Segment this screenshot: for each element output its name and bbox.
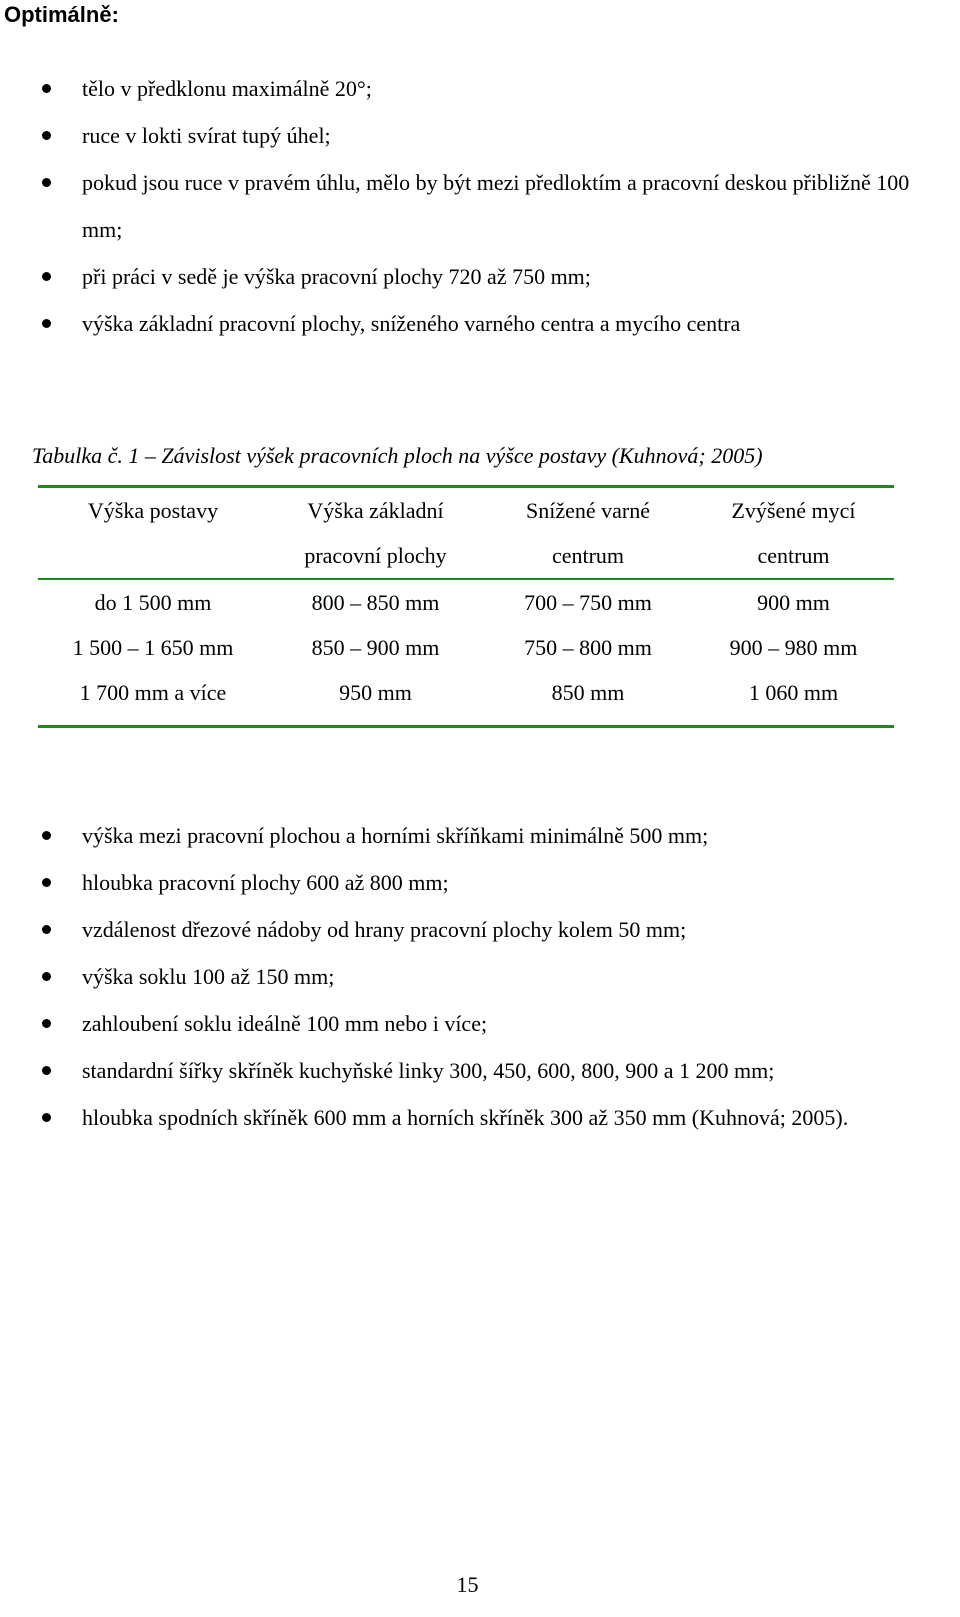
recommendations-list-bottom	[0, 812, 960, 1141]
list-item-text: standardní šířky skříněk kuchyňské linky 300, 450, 600, 800, 900 a 1 200 mm;	[82, 1058, 775, 1083]
header-base-worktop	[268, 488, 483, 578]
bullet-icon	[42, 178, 51, 187]
list-item-text: hloubka pracovní plochy 600 až 800 mm;	[82, 870, 449, 895]
table-header-row	[38, 488, 894, 578]
table-cell: 700 – 750 mm	[524, 590, 652, 615]
list-item-text: hloubka spodních skříněk 600 mm a horních skříněk 300 až 350 mm (Kuhnová; 2005).	[82, 1105, 849, 1130]
bullet-icon	[42, 131, 51, 140]
table-caption: Tabulka č. 1 – Závislost výšek pracovních ploch na výšce postavy (Kuhnová; 2005)	[32, 443, 763, 468]
table-cell: 1 700 mm a více	[79, 680, 227, 705]
table-cell: do 1 500 mm	[94, 590, 212, 615]
bullet-icon	[42, 1066, 51, 1075]
header-line: centrum	[551, 543, 625, 568]
bullet-icon	[42, 319, 51, 328]
table-cell: 1 060 mm	[748, 680, 839, 705]
list-item-text: tělo v předklonu maximálně 20°;	[82, 76, 372, 101]
header-line: Zvýšené mycí	[731, 498, 856, 523]
list-item	[0, 859, 960, 906]
list-item-text: zahloubení soklu ideálně 100 mm nebo i více;	[82, 1011, 488, 1036]
table-row	[38, 670, 894, 715]
table-cell: 750 – 800 mm	[524, 635, 652, 660]
list-item	[0, 812, 960, 859]
list-item	[0, 1094, 960, 1141]
table-cell: 850 – 900 mm	[311, 635, 440, 660]
header-lowered-cooking	[483, 488, 693, 578]
bullet-icon	[42, 1113, 51, 1122]
list-item-text: výška mezi pracovní plochou a horními skříňkami minimálně 500 mm;	[82, 823, 709, 848]
bullet-icon	[42, 831, 51, 840]
list-item	[0, 65, 960, 112]
header-line	[38, 533, 268, 578]
height-table	[38, 485, 894, 728]
bullet-icon	[42, 84, 51, 93]
table-cell: 900 – 980 mm	[729, 635, 858, 660]
table-cell: 900 mm	[757, 590, 830, 615]
header-body-height	[38, 488, 268, 578]
list-item-text: výška základní pracovní plochy, sníženého varného centra a mycího centra	[82, 311, 741, 336]
recommendations-list-top	[0, 65, 960, 347]
table-cell: 950 mm	[339, 680, 412, 705]
table-cell: 800 – 850 mm	[311, 590, 440, 615]
bullet-icon	[42, 878, 51, 887]
list-item	[0, 906, 960, 953]
list-item-text: vzdálenost dřezové nádoby od hrany pracovní plochy kolem 50 mm;	[82, 917, 687, 942]
header-line: pracovní plochy	[304, 543, 447, 568]
list-item-text: ruce v lokti svírat tupý úhel;	[82, 123, 331, 148]
list-item	[0, 112, 960, 159]
table-row	[38, 580, 894, 625]
bullet-icon	[42, 925, 51, 934]
list-item-text: výška soklu 100 až 150 mm;	[82, 964, 335, 989]
section-heading: Optimálně:	[4, 2, 119, 27]
bullet-icon	[42, 972, 51, 981]
header-line: centrum	[757, 543, 830, 568]
header-raised-washing	[693, 488, 894, 578]
table-bottom-rule	[38, 725, 894, 728]
header-line: Výška postavy	[87, 498, 219, 523]
header-line: Snížené varné	[526, 498, 650, 523]
list-item	[0, 1000, 960, 1047]
list-item	[0, 253, 960, 300]
list-item	[0, 159, 960, 253]
table-row	[38, 625, 894, 670]
list-item	[0, 300, 960, 347]
table-cell: 850 mm	[551, 680, 625, 705]
bullet-icon	[42, 272, 51, 281]
page-number: 15	[456, 1572, 479, 1597]
list-item-text: při práci v sedě je výška pracovní plochy 720 až 750 mm;	[82, 264, 591, 289]
list-item	[0, 953, 960, 1000]
table-cell: 1 500 – 1 650 mm	[72, 635, 234, 660]
bullet-icon	[42, 1019, 51, 1028]
list-item-text: pokud jsou ruce v pravém úhlu, mělo by být mezi předloktím a pracovní deskou přibližně 100 mm;	[82, 170, 910, 242]
list-item	[0, 1047, 960, 1094]
header-line: Výška základní	[307, 498, 444, 523]
